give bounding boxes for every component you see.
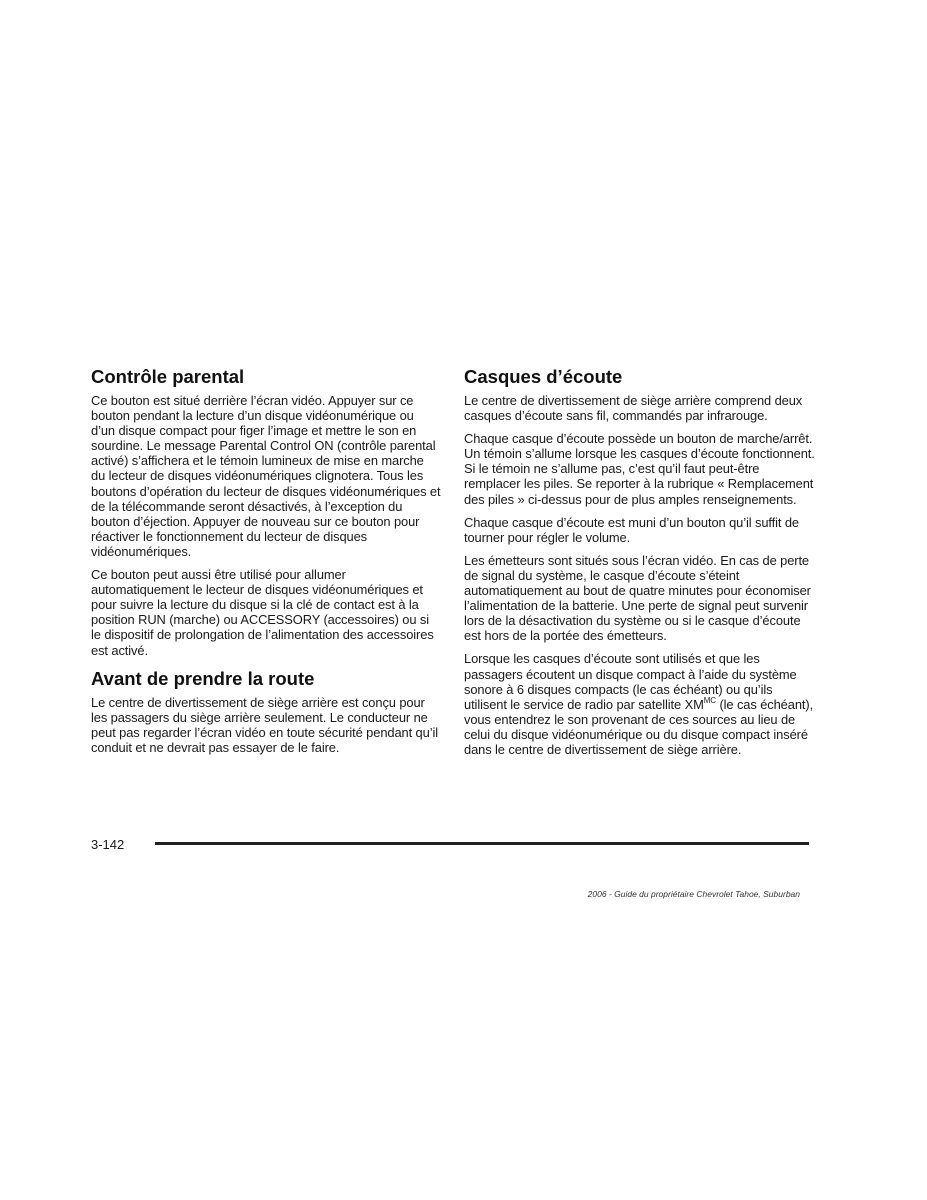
section-heading-headphones: Casques d’écoute	[464, 366, 623, 387]
page-number: 3-142	[91, 837, 125, 852]
right-column	[464, 366, 816, 765]
paragraph: Le centre de divertissement de siège arrière comprend deux casques d’écoute sans fil, commandés par infrarouge.	[464, 393, 803, 424]
paragraph: Chaque casque d’écoute possède un bouton de marche/arrêt. Un témoin s’allume lorsque les casques d’écoute fonctionnent. Si le témoin ne s’allume pas, c’est qu’il faut peut-être remplacer les piles. Se reporter à la rubrique « Remplacement des piles » ci-dessus pour de plus amples renseignements.	[464, 431, 815, 507]
section-heading-parental-control: Contrôle parental	[91, 366, 245, 387]
section-heading-before-driving: Avant de prendre la route	[91, 667, 315, 689]
paragraph: Chaque casque d’écoute est muni d’un bouton qu’il suffit de tourner pour régler le volume.	[464, 514, 799, 545]
paragraph: Ce bouton est situé derrière l’écran vidéo. Appuyer sur ce bouton pendant la lecture d’un disque vidéonumérique ou d’un disque compact pour figer l’image et mettre le son en sourdine. Le message Parental Control ON (contrôle parental activé) s’affichera et le témoin lumineux de mise en marche du lecteur de disques vidéonumériques clignotera. Tous les boutons d’opération du lecteur de disques vidéonumériques et de la télécommande seront désactivés, à l’exception du bouton d’éjection. Appuyer de nouveau sur ce bouton pour réactiver le fonctionnement du lecteur de disques vidéonumériques.	[91, 393, 441, 559]
paragraph: Le centre de divertissement de siège arrière est conçu pour les passagers du siège arrière seulement. Le conducteur ne peut pas regarder l’écran vidéo en toute sécurité pendant qu’il conduit et ne devrait pas essayer de le faire.	[91, 694, 438, 755]
paragraph: Les émetteurs sont situés sous l’écran vidéo. En cas de perte de signal du système, le casque d’écoute s’éteint automatiquement au bout de quatre minutes pour économiser l’alimentation de la batterie. Une perte de signal peut survenir lors de la désactivation du système ou si le casque d’écoute est hors de la portée des émetteurs.	[464, 552, 811, 644]
paragraph: Ce bouton peut aussi être utilisé pour allumer automatiquement le lecteur de disques vidéonumériques et pour suivre la lecture du disque si la clé de contact est à la position RUN (marche) ou ACCESSORY (accessoires) ou si le dispositif de prolongation de l’alimentation des accessoires est activé.	[91, 567, 434, 658]
trademark-superscript: MC	[703, 695, 716, 705]
footer-text: 2006 - Guide du propriétaire Chevrolet Tahoe, Suburban	[587, 889, 800, 899]
left-column	[91, 366, 441, 763]
paragraph-text: Lorsque les casques d’écoute sont utilisés et que les passagers écoutent un disque compact à l’aide du système sonore à 6 disques compacts (le cas échéant) ou qu’ils utilisent le service de radio par satellite XM	[464, 651, 797, 712]
paragraph-xm	[464, 651, 816, 757]
footer-rule	[155, 842, 809, 845]
paragraph-text: (le cas échéant), vous entendrez le son provenant de ces sources au lieu de celui du disque vidéonumérique ou du disque compact inséré dans le centre de divertissement de siège arrière.	[464, 696, 814, 757]
